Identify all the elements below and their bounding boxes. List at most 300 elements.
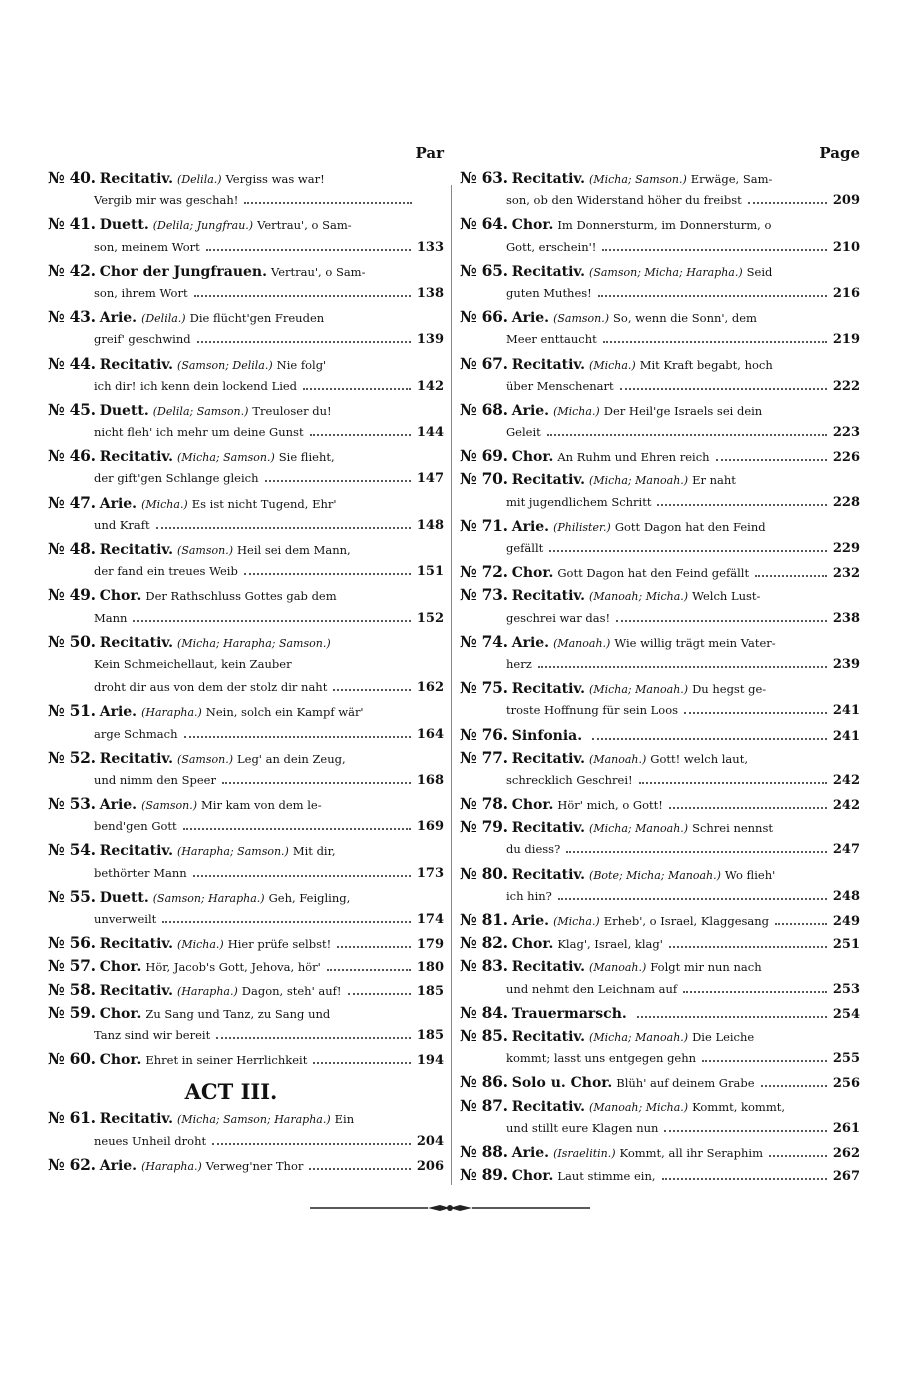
entry-number: № 61.: [48, 1108, 96, 1128]
entry-line: [48, 746, 444, 769]
leader-dots: [748, 202, 827, 204]
entry-line: [48, 444, 444, 467]
entry-page: 223: [832, 425, 860, 441]
entry-text: Der Rathschluss Gottes gab dem: [145, 589, 337, 604]
entry-line: [48, 491, 444, 514]
leader-dots: [313, 1062, 411, 1064]
toc-entry: [48, 583, 444, 629]
entry-title: Arie.: [511, 913, 550, 929]
entry-number: № 77.: [460, 747, 508, 767]
entry-roles: (Harapha; Samson.): [177, 845, 289, 859]
entry-roles: (Harapha.): [141, 706, 202, 720]
entry-page: 168: [416, 772, 444, 788]
entry-text: Die Leiche: [692, 1029, 755, 1044]
leader-dots: [761, 1085, 827, 1087]
entry-text: Im Donnersturm, im Donnersturm, o: [557, 218, 772, 233]
entry-line: [460, 862, 860, 885]
entry-line: [48, 1106, 444, 1129]
entry-title: Arie.: [99, 704, 138, 721]
entry-page: 238: [832, 610, 860, 626]
entry-title: Arie.: [99, 310, 138, 327]
entry-roles: (Micha.): [553, 404, 600, 418]
toc-entry: [48, 398, 444, 444]
entry-roles: (Micha; Samson.): [589, 173, 687, 186]
entry-line: [48, 583, 444, 606]
toc-entry: [48, 1001, 444, 1047]
toc-entry: [460, 583, 860, 629]
entry-line: [460, 1094, 860, 1117]
leader-dots: [197, 341, 411, 343]
entry-text: Welch Lust-: [692, 589, 761, 604]
entry-number: № 67.: [460, 353, 508, 373]
entry-title: Chor.: [511, 217, 554, 234]
entry-roles: (Samson.): [177, 752, 233, 766]
entry-page: 219: [832, 332, 860, 348]
entry-text: der gift'gen Schlange gleich: [94, 471, 259, 486]
entry-title: Arie.: [99, 495, 138, 512]
entry-page: 210: [832, 239, 860, 255]
entry-text: Vertrau', o Sam-: [270, 264, 366, 279]
entry-page: 241: [832, 703, 860, 719]
entry-page: 242: [832, 772, 860, 788]
leader-dots: [716, 459, 827, 461]
entry-line: [460, 954, 860, 977]
entry-title: Recitativ.: [511, 866, 586, 883]
entry-page: 239: [832, 656, 860, 672]
entry-line: [460, 212, 860, 235]
leader-dots: [194, 295, 411, 297]
toc-entry: [48, 792, 444, 838]
entry-text: Er naht: [692, 473, 736, 488]
leader-dots: [184, 736, 411, 738]
entry-text: der fand ein treues Weib: [94, 564, 238, 579]
entry-title: Arie.: [511, 310, 550, 327]
toc-entry: [460, 931, 860, 954]
leader-dots: [657, 504, 826, 506]
entry-line: [48, 514, 444, 537]
entry-roles: (Samson; Delila.): [177, 358, 273, 372]
leader-dots: [162, 921, 411, 923]
entry-text: Geleit: [506, 425, 541, 440]
entry-text: Wie willig trägt mein Vater-: [614, 635, 776, 650]
entry-roles: (Micha; Manoah.): [589, 1030, 689, 1044]
entry-line: [48, 398, 444, 421]
entry-title: Recitativ.: [511, 820, 586, 837]
leader-dots: [303, 388, 411, 390]
entry-text: son, meinem Wort: [94, 239, 200, 254]
entry-page: 216: [832, 285, 860, 301]
entry-line: [460, 978, 860, 1001]
entry-text: Heil sei dem Mann,: [237, 543, 351, 557]
entry-line: [460, 1001, 860, 1024]
toc-entry: [460, 259, 860, 305]
leader-dots: [702, 1060, 827, 1062]
toc-entry: [48, 1106, 444, 1152]
column-divider: [451, 185, 452, 1185]
entry-line: [460, 467, 860, 490]
entry-page: 226: [832, 450, 860, 466]
entry-number: № 46.: [48, 446, 96, 466]
entry-line: [460, 398, 860, 421]
entry-number: № 84.: [460, 1002, 508, 1022]
entry-number: № 50.: [48, 631, 96, 651]
entry-line: [48, 931, 444, 954]
entry-page: 228: [832, 494, 860, 510]
entry-text: Erheb', o Israel, Klaggesang: [603, 914, 770, 928]
entry-line: [48, 630, 444, 653]
entry-title: Solo u. Chor.: [511, 1075, 613, 1092]
toc-entry: [460, 514, 860, 560]
entry-line: [48, 792, 444, 815]
entry-roles: (Delila.): [141, 312, 186, 326]
entry-number: № 62.: [48, 1154, 96, 1174]
entry-number: № 86.: [460, 1072, 508, 1092]
entry-line: [460, 607, 860, 630]
entry-line: [460, 885, 860, 908]
entry-page: 148: [416, 517, 444, 533]
entry-number: № 40.: [48, 168, 96, 187]
entry-text: Tanz sind wir bereit: [94, 1027, 211, 1042]
entry-text: Folgt mir nun nach: [650, 960, 762, 975]
entry-number: № 72.: [460, 562, 508, 582]
entry-text: greif' geschwind: [94, 332, 191, 347]
toc-entry: [48, 931, 444, 954]
entry-number: № 87.: [460, 1095, 508, 1115]
entry-page: 185: [416, 1027, 444, 1043]
toc-entry: [460, 792, 860, 815]
entry-line: [48, 1153, 444, 1176]
entry-line: [48, 212, 444, 235]
entry-text: Vertrau', o Sam-: [257, 218, 352, 233]
entry-line: [460, 560, 860, 583]
entry-text: Erwäge, Sam-: [690, 172, 773, 186]
act-heading: ACT III.: [184, 1079, 278, 1105]
entry-number: № 85.: [460, 1025, 508, 1045]
entry-number: № 54.: [48, 840, 96, 860]
entry-page: 152: [416, 610, 444, 626]
entry-roles: (Manoah.): [589, 752, 647, 766]
entry-title: Arie.: [511, 634, 550, 651]
entry-text: Ein: [334, 1112, 355, 1127]
left-page-label: Par: [415, 144, 444, 162]
entry-line: [48, 537, 444, 560]
toc-entry: [48, 978, 444, 1001]
toc-entry: [460, 1094, 860, 1140]
entry-title: Recitativ.: [99, 843, 174, 860]
entry-line: [460, 514, 860, 537]
entry-text: herz: [506, 656, 532, 671]
entry-text: und nimm den Speer: [94, 772, 216, 787]
entry-page: 262: [832, 1145, 860, 1161]
entry-text: Vergib mir was geschah!: [94, 193, 239, 208]
entry-page: 173: [416, 865, 444, 881]
toc-entry: [48, 305, 444, 351]
entry-text: unverweilt: [94, 912, 157, 926]
entry-text: Mit Kraft begabt, hoch: [639, 357, 773, 372]
entry-roles: (Manoah.): [553, 636, 611, 650]
toc-entry: [460, 305, 860, 351]
entry-text: Leg' an dein Zeug,: [237, 751, 346, 766]
leader-dots: [327, 969, 411, 971]
leader-dots: [333, 689, 411, 691]
entry-page: 247: [832, 842, 860, 858]
leader-dots: [755, 575, 827, 577]
entry-text: Klag', Israel, klag': [557, 937, 663, 952]
entry-line: [48, 1047, 444, 1070]
entry-number: № 41.: [48, 214, 96, 234]
entry-text: Dagon, steh' auf!: [241, 983, 342, 998]
entry-page: 169: [416, 819, 444, 835]
entry-roles: (Delila.): [177, 173, 222, 186]
leader-dots: [669, 946, 827, 948]
toc-entry: [460, 560, 860, 583]
entry-title: Chor.: [99, 959, 142, 976]
toc-entry: [460, 723, 860, 746]
leader-dots: [547, 434, 827, 436]
entry-text: Zu Sang und Tanz, zu Sang und: [145, 1006, 331, 1021]
entry-line: [48, 236, 444, 259]
right-column: [460, 140, 860, 1186]
entry-text: ich dir! ich kenn dein lockend Lied: [94, 378, 298, 393]
entry-title: Recitativ.: [99, 634, 174, 651]
toc-entry: [460, 398, 860, 444]
leader-dots: [775, 923, 827, 925]
entry-number: № 78.: [460, 794, 508, 814]
entry-line: [48, 607, 444, 630]
entry-page: 185: [416, 983, 444, 999]
leader-dots: [592, 738, 827, 740]
entry-text: Schrei nennst: [692, 821, 773, 836]
entry-line: [460, 630, 860, 653]
entry-title: Recitativ.: [99, 936, 174, 953]
entry-text: Laut stimme ein,: [557, 1169, 656, 1184]
entry-line: [460, 815, 860, 838]
entry-line: [48, 862, 444, 885]
act-entry-list: [48, 1106, 444, 1176]
entry-text: Mann: [94, 610, 128, 625]
entry-line: [48, 467, 444, 490]
entry-line: [48, 885, 444, 908]
entry-number: № 47.: [48, 492, 96, 512]
entry-title: Recitativ.: [511, 681, 586, 698]
entry-title: Recitativ.: [511, 750, 586, 767]
toc-entry: [460, 1024, 860, 1070]
toc-entry: [48, 885, 444, 931]
leader-dots: [348, 993, 411, 995]
entry-number: № 57.: [48, 956, 96, 976]
entry-roles: (Manoah; Micha.): [589, 590, 689, 604]
entry-roles: (Micha; Samson; Harapha.): [177, 1113, 331, 1127]
entry-text: und stillt eure Klagen nun: [506, 1120, 659, 1135]
entry-text: Gott! welch laut,: [650, 751, 748, 766]
entry-number: № 74.: [460, 631, 508, 651]
entry-line: [460, 1163, 860, 1186]
entry-number: № 81.: [460, 910, 508, 929]
entry-text: son, ihrem Wort: [94, 285, 188, 300]
entry-text: Gott Dagon hat den Feind gefällt: [557, 566, 750, 581]
entry-title: Duett.: [99, 402, 149, 419]
entry-line: [460, 838, 860, 861]
entry-number: № 75.: [460, 678, 508, 698]
leader-dots: [602, 249, 826, 251]
entry-line: [460, 931, 860, 954]
entry-page: 251: [832, 937, 860, 953]
entry-number: № 70.: [460, 469, 508, 489]
entry-line: [48, 1130, 444, 1153]
entry-page: 174: [416, 912, 444, 927]
toc-entry: [460, 676, 860, 722]
entry-text: son, ob den Widerstand höher du freibst: [506, 193, 742, 208]
leader-dots: [183, 828, 411, 830]
entry-page: 139: [416, 332, 444, 348]
entry-roles: (Micha; Samson.): [177, 451, 275, 465]
entry-title: Arie.: [511, 518, 550, 535]
leader-dots: [549, 550, 827, 552]
left-column: [48, 140, 444, 1176]
leader-dots: [683, 991, 827, 993]
entry-page: 138: [416, 285, 444, 301]
toc-entry: [48, 630, 444, 700]
entry-text: Nein, solch ein Kampf wär': [205, 705, 364, 720]
toc-entry: [460, 815, 860, 861]
entry-text: Verweg'ner Thor: [205, 1158, 304, 1173]
leader-dots: [538, 666, 827, 668]
entry-page: 248: [832, 888, 860, 904]
entry-title: Recitativ.: [99, 356, 174, 373]
entry-line: [48, 815, 444, 838]
leader-dots: [769, 1155, 827, 1157]
entry-number: № 63.: [460, 168, 508, 187]
entry-text: Treuloser du!: [252, 403, 332, 418]
entry-title: Sinfonia.: [511, 727, 583, 744]
entry-title: Recitativ.: [511, 959, 586, 976]
ornament-divider: [310, 1203, 590, 1213]
leader-dots: [664, 1130, 826, 1132]
toc-entry: [48, 954, 444, 977]
leader-dots: [669, 807, 827, 809]
toc-entry: [460, 467, 860, 513]
entry-line: [48, 560, 444, 583]
entry-roles: (Micha.): [141, 497, 188, 511]
entry-line: [48, 723, 444, 746]
entry-line: [48, 282, 444, 305]
leader-dots: [156, 527, 411, 529]
entry-line: [460, 1140, 860, 1163]
entry-text: droht dir aus von dem der stolz dir naht: [94, 680, 328, 695]
leader-dots: [662, 1178, 827, 1180]
entry-title: Recitativ.: [99, 982, 174, 999]
entry-text: Die flücht'gen Freuden: [189, 311, 325, 326]
entry-page: 261: [832, 1120, 860, 1136]
entry-roles: (Philister.): [553, 520, 611, 534]
leader-dots: [222, 782, 411, 784]
entry-line: [48, 838, 444, 861]
entry-title: Chor.: [99, 1005, 142, 1022]
entry-text: Hier prüfe selbst!: [227, 937, 332, 952]
entry-line: [48, 653, 444, 676]
toc-entry: [48, 212, 444, 258]
entry-number: № 88.: [460, 1141, 508, 1161]
entry-title: Recitativ.: [99, 171, 174, 187]
entry-roles: (Samson.): [553, 312, 610, 326]
entry-title: Recitativ.: [511, 472, 586, 489]
entry-roles: (Manoah.): [589, 961, 647, 975]
entry-page: 267: [832, 1169, 860, 1185]
entry-text: und Kraft: [94, 517, 150, 532]
entry-number: № 66.: [460, 307, 508, 327]
entry-title: Recitativ.: [511, 356, 586, 373]
toc-entry: [48, 838, 444, 884]
entry-line: [460, 166, 860, 189]
leader-dots: [684, 712, 827, 714]
entry-line: [460, 236, 860, 259]
entry-text: Kommt, kommt,: [692, 1099, 786, 1114]
toc-entry: [48, 1153, 444, 1176]
entry-number: № 58.: [48, 979, 96, 999]
leader-dots: [337, 946, 411, 948]
toc-entry: [460, 352, 860, 398]
entry-line: [460, 491, 860, 514]
entry-line: [460, 769, 860, 792]
entry-number: № 73.: [460, 585, 508, 605]
entry-text: Hör, Jacob's Gott, Jehova, hör': [145, 960, 321, 975]
entry-number: № 51.: [48, 701, 96, 721]
entry-text: Hör' mich, o Gott!: [557, 798, 663, 813]
toc-entry: [460, 862, 860, 908]
entry-line: [48, 421, 444, 444]
entry-text: Seid: [746, 264, 773, 279]
entry-text: geschrei war das!: [506, 610, 611, 625]
entry-line: [48, 375, 444, 398]
entry-number: № 45.: [48, 399, 96, 419]
entry-number: № 43.: [48, 307, 96, 327]
toc-entry: [460, 954, 860, 1000]
entry-text: und nehmt den Leichnam auf: [506, 981, 678, 996]
entry-roles: (Micha.): [553, 915, 600, 928]
entry-page: 142: [416, 378, 444, 394]
entry-number: № 53.: [48, 794, 96, 814]
entry-page: 204: [416, 1133, 444, 1149]
entry-title: Recitativ.: [99, 750, 174, 767]
entry-title: Duett.: [99, 889, 149, 906]
entry-text: kommt; lasst uns entgegen gehn: [506, 1051, 697, 1066]
entry-title: Recitativ.: [511, 263, 586, 280]
leader-dots: [639, 782, 827, 784]
entry-text: bethörter Mann: [94, 865, 187, 880]
leader-dots: [620, 388, 827, 390]
entry-text: Gott, erschein'!: [506, 239, 597, 254]
toc-entry: [48, 166, 444, 212]
leader-dots: [616, 620, 827, 622]
entry-page: 147: [416, 471, 444, 487]
entry-number: № 83.: [460, 956, 508, 976]
entry-number: № 65.: [460, 260, 508, 280]
entry-page: 194: [416, 1053, 444, 1069]
entry-title: Chor.: [511, 1168, 554, 1185]
entry-title: Recitativ.: [99, 1111, 174, 1128]
entry-number: № 44.: [48, 353, 96, 373]
entry-line: [460, 444, 860, 467]
entry-text: Wo flieh': [724, 867, 776, 882]
entry-roles: (Samson.): [141, 799, 198, 813]
entry-page: 133: [416, 239, 444, 255]
entry-line: [48, 699, 444, 722]
entry-roles: (Micha.): [177, 938, 224, 952]
entry-roles: (Micha; Manoah.): [589, 474, 689, 488]
toc-entry: [48, 1047, 444, 1070]
entry-page: 242: [832, 798, 860, 814]
entry-line: [460, 259, 860, 282]
